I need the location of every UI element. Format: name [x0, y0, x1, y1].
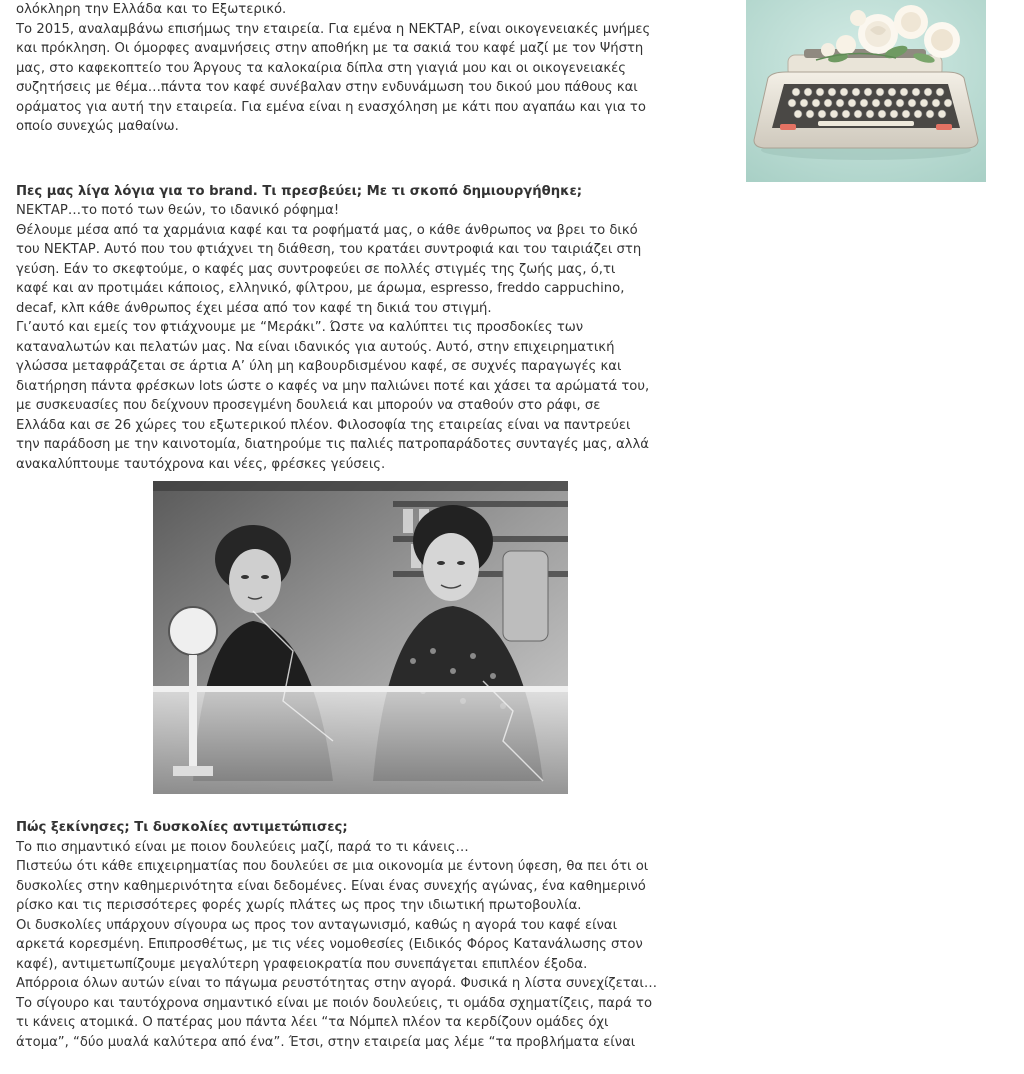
text-line: αρκετά κορεσμένη. Επιπροσθέτως, με τις νέες νομοθεσίες (Ειδικός Φόρος Κατανάλωσης στον — [16, 937, 643, 952]
text-line: οράματος για αυτή την εταιρεία. Για εμένα είναι η ενασχόληση με κάτι που αγαπάω και για το — [16, 99, 646, 115]
text-line: καφέ), αντιμετωπίζουμε μεγαλύτερη γραφειοκρατία που συνεπάγεται επιπλέον έξοδα. — [16, 956, 588, 972]
text-line: Γι’αυτό και εμείς τον φτιάχνουμε με “Μεράκι”. Ώστε να καλύπτει τις προσδοκίες των — [16, 320, 584, 335]
text-line: Οι δυσκολίες υπάρχουν σίγουρα ως προς τον ανταγωνισμό, καθώς η αγορά του καφέ είναι — [16, 917, 618, 933]
section-heading: Πες μας λίγα λόγια για το brand. Τι πρεσβεύει; Με τι σκοπό δημιουργήθηκε; — [16, 183, 583, 199]
text-line: ρίσκο και τις περισσότερες φορές χωρίς πλάτες ως προς την ιδιωτική πρωτοβουλία. — [16, 898, 582, 913]
section-brand — [16, 182, 708, 475]
text-line: του ΝΕΚΤΑΡ. Αυτό που του φτιάχνει τη διάθεση, του κρατάει συντροφιά και του ταιριάζει στη — [16, 242, 642, 257]
text-line: Απόρροια όλων αυτών είναι το πάγωμα ρευστότητας στην αγορά. Φυσικά η λίστα συνεχίζεται… — [16, 976, 658, 991]
interview-article — [16, 0, 708, 474]
text-line: διατήρηση πάντα φρέσκων lots ώστε ο καφές να μην παλιώνει ποτέ και χάσει τα αρώματά του, — [16, 378, 650, 394]
text-line: Το σίγουρο και ταυτόχρονα σημαντικό είναι με ποιόν δουλεύεις, τι ομάδα σχηματίζεις, παρά το — [16, 995, 653, 1011]
text-line: decaf, κλπ κάθε άνθρωπος έχει μέσα από τον καφέ τη δικιά του στιγμή. — [16, 300, 492, 316]
text-line: ΝΕΚΤΑΡ…το ποτό των θεών, το ιδανικό ρόφημα! — [16, 203, 340, 218]
text-line: καταναλωτών και πελατών μας. Να είναι ιδανικός για αυτούς. Αυτό, στην επιχειρηματική — [16, 339, 615, 355]
vintage-photo-illustration — [153, 481, 568, 794]
section-beginnings — [16, 818, 708, 1052]
text-line: ολόκληρη την Ελλάδα και το Εξωτερικό. — [16, 2, 287, 17]
text-line: Πιστεύω ότι κάθε επιχειρηματίας που δουλεύει σε μια οικονομία με έντονη ύφεση, θα πει ότι οι — [16, 859, 649, 874]
text-line: δυσκολίες στην καθημερινότητα είναι δεδομένες. Είναι ένας συνεχής αγώνας, ένα καθημερινό — [16, 878, 646, 894]
section-heading: Πώς ξεκίνησες; Τι δυσκολίες αντιμετώπισες; — [16, 820, 348, 835]
vintage-bw-photo-icon — [153, 481, 568, 794]
text-line: Το 2015, αναλαμβάνω επισήμως την εταιρεία. Για εμένα η ΝΕΚΤΑΡ, είναι οικογενειακές μνήμες — [16, 21, 651, 37]
text-line: την παράδοση με την καινοτομία, διατηρούμε τις παλιές πατροπαράδοτες συνταγές μας, αλλά — [16, 437, 649, 452]
typewriter-with-roses-icon — [746, 0, 986, 182]
text-line: οποίο συνεχώς μαθαίνω. — [16, 119, 179, 134]
text-line: γεύση. Εάν το σκεφτούμε, ο καφές μας συντροφεύει σε πολλές στιγμές της ζωής μας, ό,τι — [16, 261, 616, 277]
text-line: Το πιο σημαντικό είναι με ποιον δουλεύεις μαζί, παρά το τι κάνεις… — [16, 839, 469, 855]
text-line: και πρόκληση. Οι όμορφες αναμνήσεις στην αποθήκη με τα σακιά του καφέ μαζί με τον Ψήστη — [16, 41, 644, 56]
text-line: άτομα”, “δύο μυαλά καλύτερα από ένα”. Έτσι, στην εταιρεία μας λέμε “τα προβλήματα είναι — [16, 1034, 636, 1050]
text-line: τι κάνεις ατομικά. Ο πατέρας μου πάντα λέει “τα Νόμπελ πλέον τα κερδίζουν ομάδες όχι — [16, 1015, 609, 1030]
text-line: συζητήσεις με θέμα…πάντα τον καφέ συνέβαλαν στην ενδυνάμωση του δικού μου πάθους και — [16, 80, 638, 95]
text-line: με συσκευασίες που δείχνουν προσεγμένη δουλειά και μπορούν να σταθούν στο ράφι, σε — [16, 398, 601, 413]
intro-paragraph — [16, 0, 708, 137]
text-line: Θέλουμε μέσα από τα χαρμάνια καφέ και τα ροφήματά μας, ο κάθε άνθρωπος να βρει το δικό — [16, 222, 638, 238]
text-line: ανακαλύπτουμε ταυτόχρονα και νέες, φρέσκες γεύσεις. — [16, 456, 386, 472]
typewriter-illustration — [746, 0, 986, 182]
text-line: μας, στο καφεκοπτείο του Άργους τα καλοκαίρια δίπλα στη γιαγιά μου και οι οικογενειακές — [16, 60, 627, 76]
interview-article-lower — [16, 818, 708, 1052]
text-line: καφέ και αν προτιμάει κάποιος, ελληνικό, φίλτρου, με άρωμα, espresso, freddo cappuchino, — [16, 281, 625, 296]
text-line: Ελλάδα και σε 26 χώρες του εξωτερικού πλέον. Φιλοσοφία της εταιρείας είναι να παντρεύει — [16, 417, 631, 433]
text-line: γλώσσα μεταφράζεται σε άρτια Α’ ύλη μη καβουρδισμένου καφέ, σε συχνές παραγωγές και — [16, 359, 622, 374]
